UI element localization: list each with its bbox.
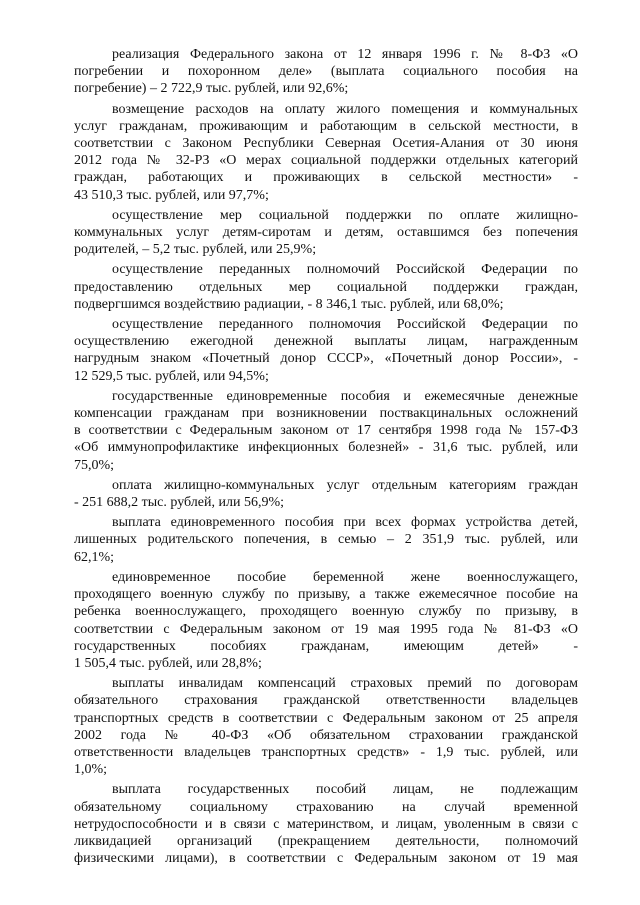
text-line: нагрудным знаком «Почетный донор СССР», «Почетный донор России», - xyxy=(74,351,578,367)
text-line: выплаты инвалидам компенсаций страховых премий по договорам xyxy=(112,676,578,692)
text-line: коммунальных услуг детям-сиротам и детям, оставшимся без попечения xyxy=(74,225,578,241)
document-page xyxy=(74,46,578,870)
text-line: погребении и похоронном деле» (выплата социального пособия на xyxy=(74,64,578,80)
paragraph xyxy=(74,388,578,474)
text-line: единовременное пособие беременной жене военнослужащего, xyxy=(112,569,578,585)
text-line: - 251 688,2 тыс. рублей, или 56,9%; xyxy=(74,495,285,511)
text-line: предоставлению отдельных мер социальной поддержки граждан, xyxy=(74,279,578,295)
text-line: оплата жилищно-коммунальных услуг отдельным категориям граждан xyxy=(112,477,578,493)
text-line: ликвидацией организаций (прекращением деятельности, полномочий xyxy=(74,833,578,849)
text-line: услуг гражданам, проживающим и работающим в сельской местности, в xyxy=(74,118,578,134)
text-line: обязательного страхования гражданской ответственности владельцев xyxy=(74,693,578,709)
text-line: нетрудоспособности и в связи с материнством, и лицам, уволенным в связи с xyxy=(74,816,578,832)
text-line: 1 505,4 тыс. рублей, или 28,8%; xyxy=(74,655,262,671)
paragraph xyxy=(74,675,578,778)
text-line: проходящего военную службу по призыву, а также ежемесячное пособие на xyxy=(74,587,578,603)
text-line: выплата единовременного пособия при всех формах устройства детей, xyxy=(112,515,578,531)
text-line: осуществление мер социальной поддержки по оплате жилищно- xyxy=(112,207,578,223)
paragraph xyxy=(74,569,578,672)
text-line: осуществление переданного полномочия Российской Федерации по xyxy=(112,317,578,333)
paragraph xyxy=(74,261,578,313)
text-line: возмещение расходов на оплату жилого помещения и коммунальных xyxy=(112,101,578,117)
text-line: 43 510,3 тыс. рублей, или 97,7%; xyxy=(74,187,269,203)
text-line: 62,1%; xyxy=(74,549,115,565)
text-line: осуществление переданных полномочий Российской Федерации по xyxy=(112,262,578,278)
text-line: обязательному социальному страхованию на случай временной xyxy=(74,799,578,815)
text-line: подвергшимся воздействию радиации, - 8 346,1 тыс. рублей, или 68,0%; xyxy=(74,296,504,312)
text-line: погребение) – 2 722,9 тыс. рублей, или 92,6%; xyxy=(74,81,349,97)
text-line: соответствии с Федеральным законом от 19 мая 1995 года № 81-ФЗ «О xyxy=(74,621,578,637)
text-line: государственных пособиях гражданам, имеющим детей» - xyxy=(74,638,578,654)
paragraph xyxy=(74,207,578,259)
text-line: ответственности владельцев транспортных средств» - 1,9 тыс. рублей, или xyxy=(74,744,578,760)
text-line: «Об иммунопрофилактике инфекционных болезней» - 31,6 тыс. рублей, или xyxy=(74,440,578,456)
text-line: ребенка военнослужащего, проходящего военную службу по призыву, в xyxy=(74,604,578,620)
text-line: выплата государственных пособий лицам, не подлежащим xyxy=(112,782,578,798)
text-line: 2012 года № 32-РЗ «О мерах социальной поддержки отдельных категорий xyxy=(74,153,578,169)
paragraph xyxy=(74,316,578,385)
paragraph xyxy=(74,477,578,511)
text-line: осуществлению ежегодной денежной выплаты лицам, награжденным xyxy=(74,334,578,350)
text-line: государственные единовременные пособия и ежемесячные денежные xyxy=(112,388,578,404)
text-line: 1,0%; xyxy=(74,762,108,778)
text-line: 75,0%; xyxy=(74,457,115,473)
text-line: реализация Федерального закона от 12 января 1996 г. № 8-ФЗ «О xyxy=(112,47,578,62)
text-line: 12 529,5 тыс. рублей, или 94,5%; xyxy=(74,368,269,384)
paragraph xyxy=(74,46,578,98)
paragraph xyxy=(74,101,578,204)
text-line: транспортных средств в соответствии с Федеральным законом от 25 апреля xyxy=(74,710,578,726)
text-line: граждан, работающих и проживающих в сельской местности» - xyxy=(74,170,578,186)
text-line: компенсации гражданам при возникновении поствакцинальных осложнений xyxy=(74,406,578,422)
paragraph xyxy=(74,514,578,566)
text-line: 2002 года № 40-ФЗ «Об обязательном страховании гражданской xyxy=(74,727,578,743)
text-line: в соответствии с Федеральным законом от 17 сентября 1998 года № 157-ФЗ xyxy=(74,423,578,439)
text-line: лишенных родительского попечения, в семью – 2 351,9 тыс. рублей, или xyxy=(74,532,578,548)
text-line: физическими лицами), в соответствии с Федеральным законом от 19 мая xyxy=(74,851,578,867)
text-line: соответствии с Законом Республики Северная Осетия-Алания от 30 июня xyxy=(74,136,578,152)
paragraph xyxy=(74,781,578,867)
text-line: родителей, – 5,2 тыс. рублей, или 25,9%; xyxy=(74,242,317,258)
